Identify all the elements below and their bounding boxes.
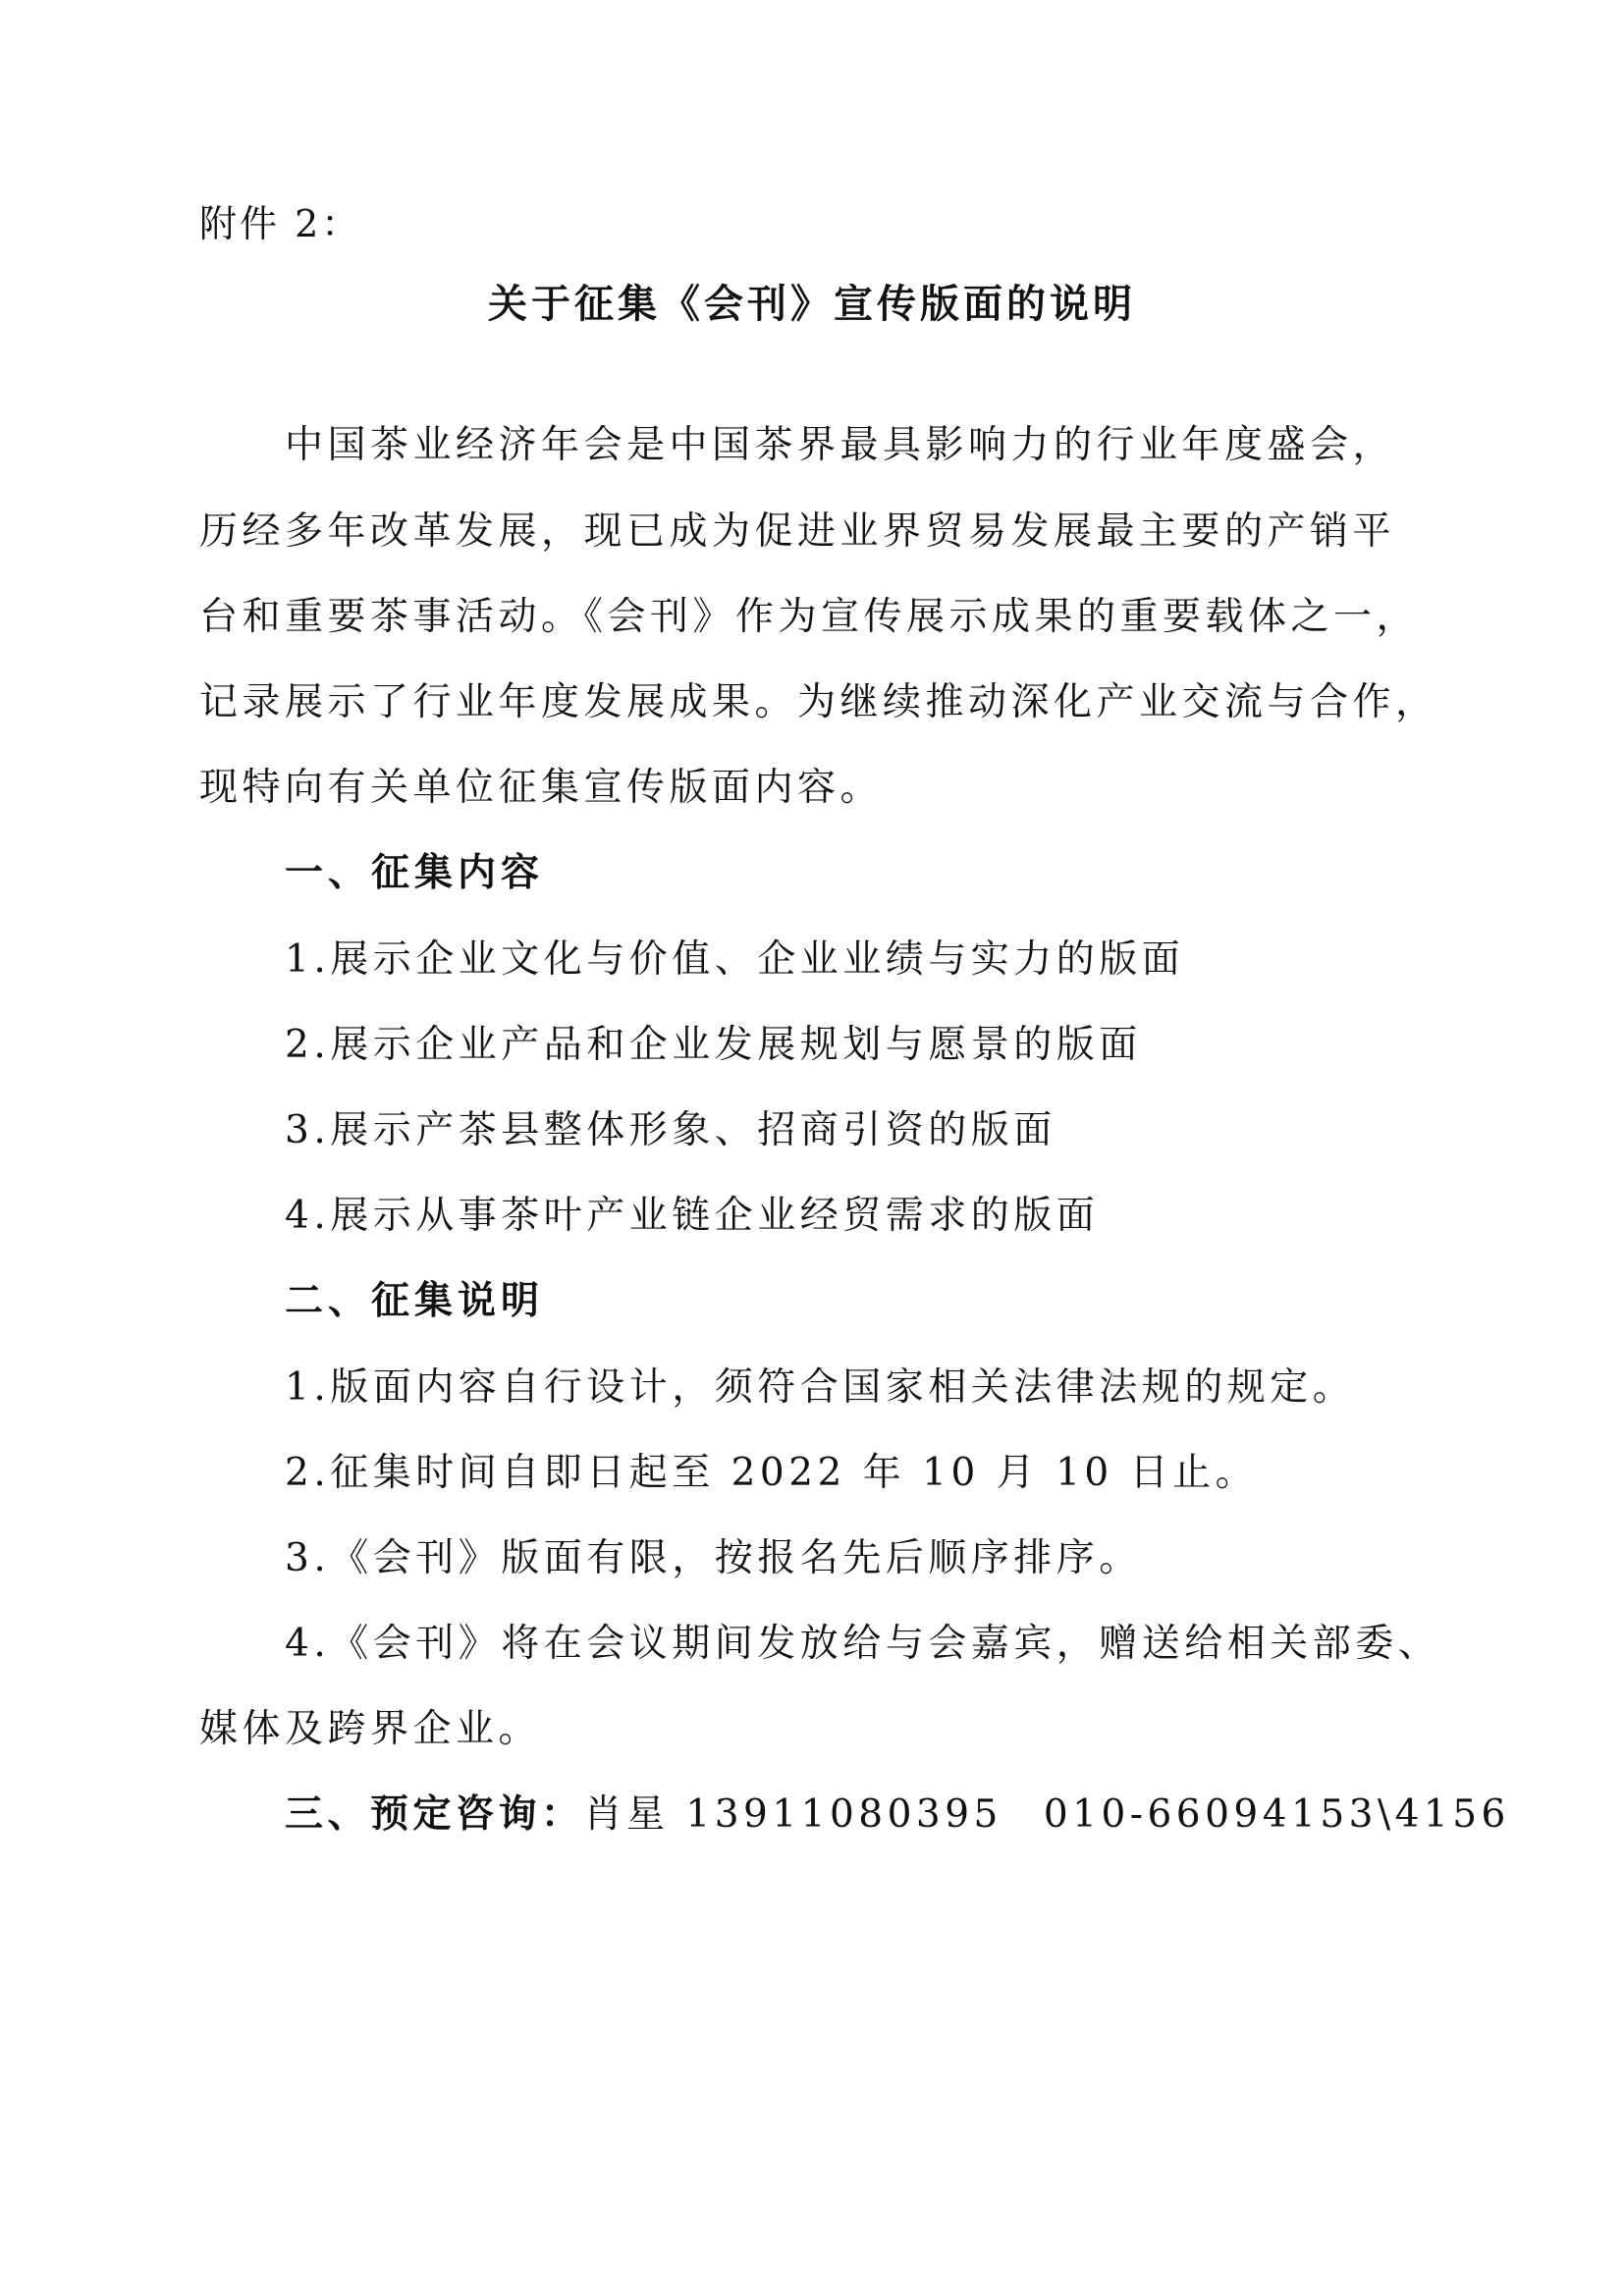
section-heading-contact: 三、预定咨询：	[285, 1792, 584, 1837]
intro-line: 历经多年改革发展，现已成为促进业界贸易发展最主要的产销平	[199, 509, 1396, 554]
contact-line	[285, 1788, 1624, 1842]
intro-line: 记录展示了行业年度发展成果。为继续推动深化产业交流与合作，	[199, 680, 1438, 724]
list-item: 4.《会刊》将在会议期间发放给与会嘉宾，赠送给相关部委、	[285, 1622, 1441, 1666]
list-item: 1.版面内容自行设计，须符合国家相关法律法规的规定。	[285, 1365, 1356, 1410]
list-item: 3.《会刊》版面有限，按报名先后顺序排序。	[285, 1536, 1142, 1580]
intro-line: 台和重要茶事活动。《会刊》作为宣传展示成果的重要载体之一，	[199, 595, 1420, 639]
list-item: 1.展示企业文化与价值、企业业绩与实力的版面	[285, 937, 1185, 982]
contact-name-phone: 肖星 13911080395	[583, 1792, 1002, 1837]
list-item: 2.征集时间自即日起至 2022 年 10 月 10 日止。	[285, 1451, 1259, 1495]
list-item-continuation: 媒体及跨界企业。	[199, 1707, 542, 1751]
contact-landline: 010-66094153\4156	[1043, 1792, 1510, 1837]
intro-line: 现特向有关单位征集宣传版面内容。	[199, 766, 884, 810]
list-item: 4.展示从事茶叶产业链企业经贸需求的版面	[285, 1194, 1100, 1238]
section-heading-content: 一、征集内容	[285, 851, 545, 895]
list-item: 2.展示企业产品和企业发展规划与愿景的版面	[285, 1023, 1142, 1067]
list-item: 3.展示产茶县整体形象、招商引资的版面	[285, 1108, 1056, 1152]
attachment-label: 附件 2：	[199, 202, 362, 245]
page-title: 关于征集《会刊》宣传版面的说明	[488, 282, 1136, 327]
section-heading-notes: 二、征集说明	[285, 1279, 545, 1323]
intro-line: 中国茶业经济年会是中国茶界最具影响力的行业年度盛会，	[285, 423, 1396, 467]
